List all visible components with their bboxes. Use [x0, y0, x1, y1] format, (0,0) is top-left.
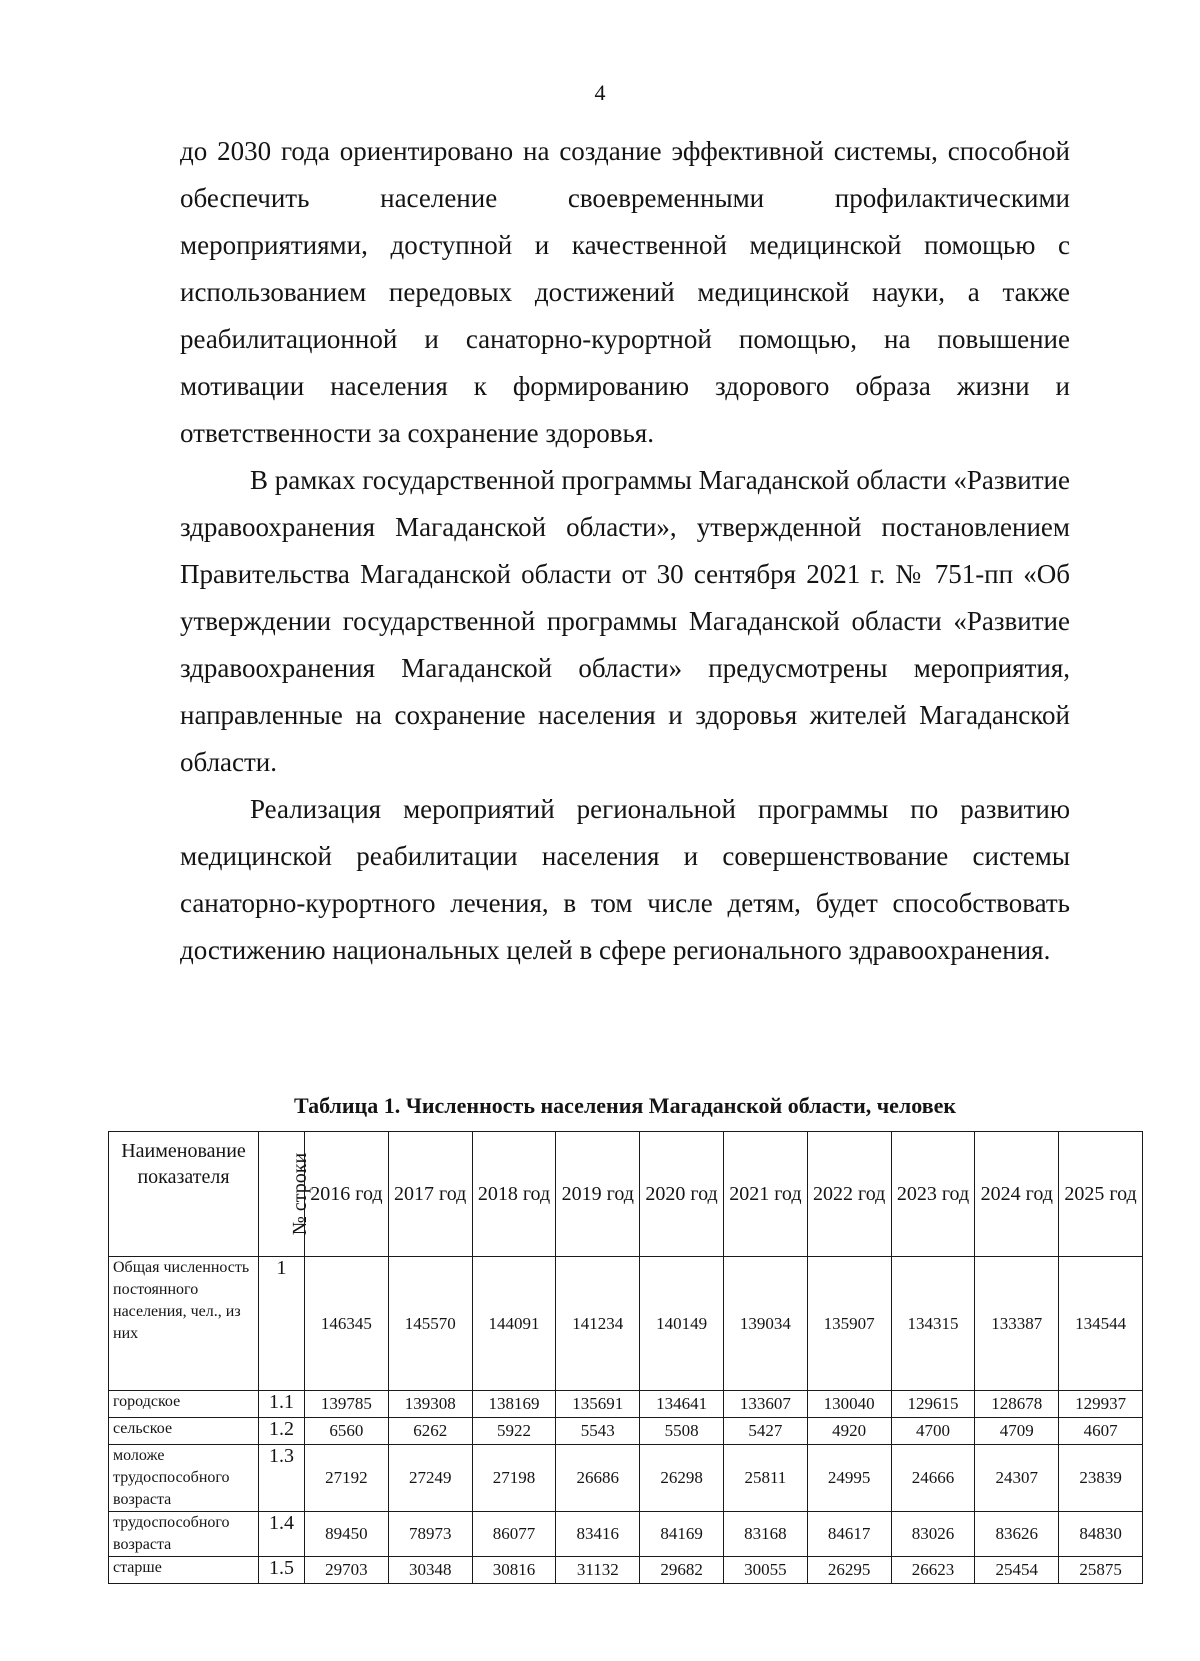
cell-value: 128678	[975, 1391, 1059, 1418]
row-indicator-name: трудоспособного возраста	[109, 1512, 259, 1557]
cell-value: 5427	[723, 1418, 807, 1445]
cell-value: 26623	[891, 1557, 975, 1584]
table-header-row	[109, 1132, 1143, 1257]
cell-value: 26295	[807, 1557, 891, 1584]
cell-value: 30348	[388, 1557, 472, 1584]
cell-value: 78973	[388, 1512, 472, 1557]
header-year: 2020 год	[640, 1132, 724, 1257]
cell-value: 6560	[305, 1418, 389, 1445]
cell-value: 141234	[556, 1257, 640, 1391]
cell-value: 135907	[807, 1257, 891, 1391]
cell-value: 4607	[1059, 1418, 1143, 1445]
cell-value: 140149	[640, 1257, 724, 1391]
header-year: 2019 год	[556, 1132, 640, 1257]
table-row	[109, 1512, 1143, 1557]
row-number: 1.4	[259, 1512, 305, 1557]
cell-value: 5922	[472, 1418, 556, 1445]
header-year: 2023 год	[891, 1132, 975, 1257]
cell-value: 5508	[640, 1418, 724, 1445]
cell-value: 25875	[1059, 1557, 1143, 1584]
cell-value: 24666	[891, 1445, 975, 1512]
cell-value: 134641	[640, 1391, 724, 1418]
population-table	[108, 1131, 1143, 1584]
cell-value: 27192	[305, 1445, 389, 1512]
cell-value: 84617	[807, 1512, 891, 1557]
cell-value: 139785	[305, 1391, 389, 1418]
cell-value: 133607	[723, 1391, 807, 1418]
row-number: 1.2	[259, 1418, 305, 1445]
cell-value: 29682	[640, 1557, 724, 1584]
cell-value: 29703	[305, 1557, 389, 1584]
cell-value: 4920	[807, 1418, 891, 1445]
cell-value: 129937	[1059, 1391, 1143, 1418]
paragraph-1: до 2030 года ориентировано на создание эффективной системы, способной обеспечить население своевременными профилактическими мероприятиями, доступной и качественной медицинской помощью с использованием передовых достижений медицинской науки, а также реабилитационной и санаторно-курортной помощью, на повышение мотивации населения к формированию здорового образа жизни и ответственности за сохранение здоровья.	[180, 136, 1070, 448]
header-year: 2025 год	[1059, 1132, 1143, 1257]
cell-value: 24995	[807, 1445, 891, 1512]
cell-value: 6262	[388, 1418, 472, 1445]
row-number: 1.3	[259, 1445, 305, 1512]
row-indicator-name: моложе трудоспособного возраста	[109, 1445, 259, 1512]
cell-value: 23839	[1059, 1445, 1143, 1512]
cell-value: 31132	[556, 1557, 640, 1584]
header-year: 2017 год	[388, 1132, 472, 1257]
header-row-number-label: № строки	[289, 1152, 312, 1236]
header-year: 2016 год	[305, 1132, 389, 1257]
cell-value: 135691	[556, 1391, 640, 1418]
header-indicator-name: Наименование показателя	[109, 1132, 259, 1257]
row-indicator-name: городское	[109, 1391, 259, 1418]
cell-value: 4700	[891, 1418, 975, 1445]
cell-value: 4709	[975, 1418, 1059, 1445]
cell-value: 134315	[891, 1257, 975, 1391]
cell-value: 130040	[807, 1391, 891, 1418]
cell-value: 83416	[556, 1512, 640, 1557]
cell-value: 139034	[723, 1257, 807, 1391]
cell-value: 83026	[891, 1512, 975, 1557]
page-number: 4	[594, 80, 606, 105]
cell-value: 5543	[556, 1418, 640, 1445]
header-year: 2022 год	[807, 1132, 891, 1257]
cell-value: 84830	[1059, 1512, 1143, 1557]
row-indicator-name: старше	[109, 1557, 259, 1584]
cell-value: 26298	[640, 1445, 724, 1512]
cell-value: 145570	[388, 1257, 472, 1391]
cell-value: 86077	[472, 1512, 556, 1557]
cell-value: 144091	[472, 1257, 556, 1391]
cell-value: 84169	[640, 1512, 724, 1557]
cell-value: 26686	[556, 1445, 640, 1512]
row-indicator-name: Общая численность постоянного населения, чел., из них	[109, 1257, 259, 1391]
table-row	[109, 1557, 1143, 1584]
row-number: 1.1	[259, 1391, 305, 1418]
cell-value: 139308	[388, 1391, 472, 1418]
cell-value: 30055	[723, 1557, 807, 1584]
header-year: 2018 год	[472, 1132, 556, 1257]
row-indicator-name: сельское	[109, 1418, 259, 1445]
row-number: 1.5	[259, 1557, 305, 1584]
cell-value: 30816	[472, 1557, 556, 1584]
cell-value: 83168	[723, 1512, 807, 1557]
cell-value: 129615	[891, 1391, 975, 1418]
paragraph-3: Реализация мероприятий региональной программы по развитию медицинской реабилитации населения и совершенствование системы санаторно-курортного лечения, в том числе детям, будет способствовать достижению национальных целей в сфере регионального здравоохранения.	[180, 794, 1070, 965]
cell-value: 25454	[975, 1557, 1059, 1584]
cell-value: 27249	[388, 1445, 472, 1512]
cell-value: 134544	[1059, 1257, 1143, 1391]
cell-value: 24307	[975, 1445, 1059, 1512]
row-number: 1	[259, 1257, 305, 1391]
paragraph-2: В рамках государственной программы Магаданской области «Развитие здравоохранения Магаданской области», утвержденной постановлением Правительства Магаданской области от 30 сентября 2021 г. № 751-пп «Об утверждении государственной программы Магаданской области «Развитие здравоохранения Магаданской области» предусмотрены мероприятия, направленные на сохранение населения и здоровья жителей Магаданской области.	[180, 465, 1070, 777]
body-text	[180, 128, 1070, 974]
cell-value: 25811	[723, 1445, 807, 1512]
cell-value: 83626	[975, 1512, 1059, 1557]
table-row	[109, 1445, 1143, 1512]
table-row	[109, 1391, 1143, 1418]
cell-value: 138169	[472, 1391, 556, 1418]
table-row	[109, 1257, 1143, 1391]
cell-value: 146345	[305, 1257, 389, 1391]
table-row	[109, 1418, 1143, 1445]
cell-value: 133387	[975, 1257, 1059, 1391]
cell-value: 27198	[472, 1445, 556, 1512]
table-body	[109, 1257, 1143, 1584]
cell-value: 89450	[305, 1512, 389, 1557]
header-row-number	[259, 1132, 312, 1257]
table-caption: Таблица 1. Численность населения Магаданской области, человек	[293, 1093, 957, 1118]
header-year: 2024 год	[975, 1132, 1059, 1257]
header-year: 2021 год	[723, 1132, 807, 1257]
